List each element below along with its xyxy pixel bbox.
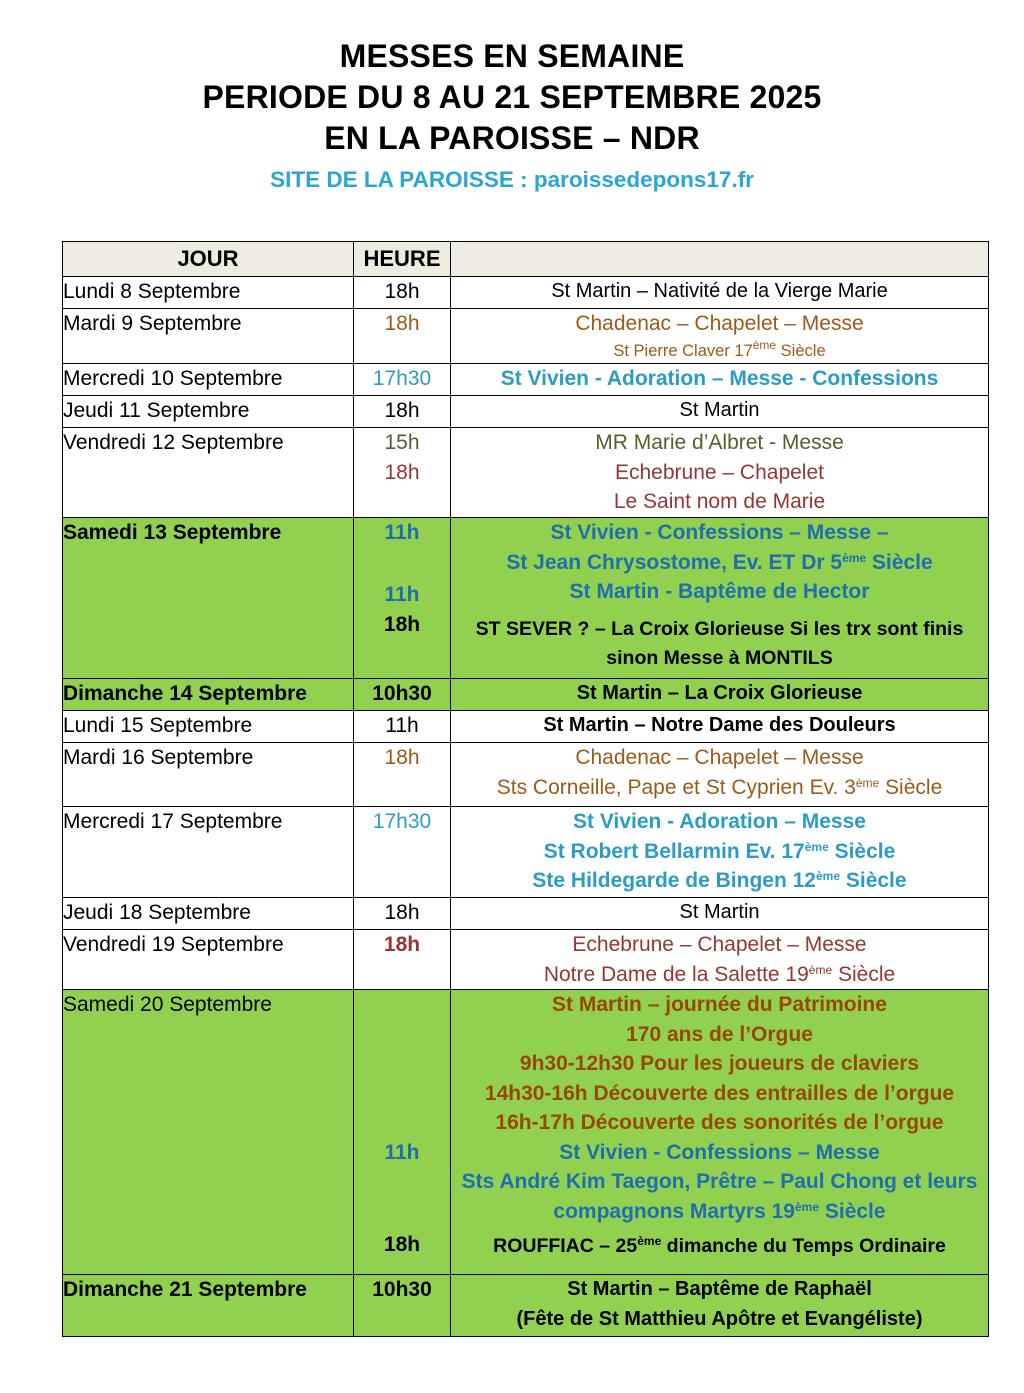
desc-line: compagnons Martyrs 19ème Siècle bbox=[553, 1199, 886, 1223]
desc-line: ROUFFIAC – 25ème dimanche du Temps Ordinaire bbox=[493, 1234, 946, 1257]
row-day: Jeudi 18 Septembre bbox=[63, 898, 354, 930]
col-header-time: HEURE bbox=[354, 242, 451, 277]
desc-line: 9h30-12h30 Pour les joueurs de claviers bbox=[519, 1052, 920, 1075]
col-header-desc bbox=[451, 242, 989, 277]
row-day: Mercredi 10 Septembre bbox=[63, 364, 354, 396]
row-desc bbox=[451, 428, 989, 518]
desc-line: 14h30-16h Découverte des entrailles de l’orgue bbox=[484, 1081, 955, 1105]
table-row bbox=[63, 711, 989, 743]
site-label: SITE DE LA PAROISSE : bbox=[270, 167, 534, 192]
desc-line: St Vivien - Adoration – Messe bbox=[573, 810, 866, 833]
row-time: 18h bbox=[354, 930, 451, 990]
row-desc: St Martin bbox=[451, 396, 989, 428]
desc-line: 16h-17h Découverte des sonorités de l’orgue bbox=[495, 1111, 944, 1134]
row-day: Vendredi 19 Septembre bbox=[63, 930, 354, 990]
desc-line: St Jean Chrysostome, Ev. ET Dr 5ème Siècle bbox=[506, 550, 933, 574]
row-day: Lundi 8 Septembre bbox=[63, 277, 354, 309]
site-link[interactable]: paroissedepons17.fr bbox=[533, 167, 754, 192]
row-time: 11h 11h 18h bbox=[354, 518, 451, 679]
row-time: 11h bbox=[354, 711, 451, 743]
row-time: 18h bbox=[354, 396, 451, 428]
desc-line: St Vivien - Confessions – Messe – bbox=[550, 521, 889, 544]
row-time: 10h30 bbox=[354, 1275, 451, 1337]
row-desc bbox=[451, 309, 989, 364]
desc-line: St Pierre Claver 17ème Siècle bbox=[613, 337, 826, 360]
row-day: Vendredi 12 Septembre bbox=[63, 428, 354, 518]
row-desc bbox=[451, 518, 989, 679]
row-day: Dimanche 21 Septembre bbox=[63, 1275, 354, 1337]
row-day: Lundi 15 Septembre bbox=[63, 711, 354, 743]
col-header-day: JOUR bbox=[63, 242, 354, 277]
desc-line: (Fête de St Matthieu Apôtre et Evangéliste) bbox=[516, 1307, 923, 1330]
row-time: 10h30 bbox=[354, 679, 451, 711]
table-row bbox=[63, 743, 989, 807]
schedule-table bbox=[62, 241, 989, 1337]
row-day: Mardi 16 Septembre bbox=[63, 743, 354, 807]
table-row bbox=[63, 930, 989, 990]
desc-line: St Martin – journée du Patrimoine bbox=[552, 993, 887, 1016]
row-desc: St Martin – La Croix Glorieuse bbox=[451, 679, 989, 711]
title-line-2: PERIODE DU 8 AU 21 SEPTEMBRE 2025 bbox=[202, 79, 822, 115]
desc-line: Ste Hildegarde de Bingen 12ème Siècle bbox=[532, 869, 907, 892]
row-day: Dimanche 14 Septembre bbox=[63, 679, 354, 711]
desc-line: Sts André Kim Taegon, Prêtre – Paul Chong et leurs bbox=[461, 1170, 978, 1193]
title-line-3: EN LA PAROISSE – NDR bbox=[324, 120, 700, 156]
desc-line: Chadenac – Chapelet – Messe bbox=[575, 746, 864, 769]
table-header-row bbox=[63, 242, 989, 277]
desc-line: sinon Messe à MONTILS bbox=[606, 647, 833, 669]
row-desc bbox=[451, 990, 989, 1275]
row-time: 17h30 bbox=[354, 364, 451, 396]
desc-line: St Robert Bellarmin Ev. 17ème Siècle bbox=[543, 839, 896, 863]
title-line-1: MESSES EN SEMAINE bbox=[339, 38, 685, 74]
table-row bbox=[63, 807, 989, 898]
row-desc bbox=[451, 807, 989, 898]
table-row bbox=[63, 364, 989, 396]
row-time: 17h30 bbox=[354, 807, 451, 898]
desc-line: Le Saint nom de Marie bbox=[613, 490, 826, 513]
desc-line: St Martin – Baptême de Raphaël bbox=[567, 1278, 872, 1300]
row-time: 18h bbox=[354, 898, 451, 930]
desc-line: MR Marie d’Albret - Messe bbox=[595, 431, 844, 454]
row-desc bbox=[451, 1275, 989, 1337]
desc-line: Echebrune – Chapelet – Messe bbox=[572, 933, 867, 956]
desc-line: St Vivien - Confessions – Messe bbox=[559, 1140, 880, 1164]
row-day: Jeudi 11 Septembre bbox=[63, 396, 354, 428]
row-day: Mardi 9 Septembre bbox=[63, 309, 354, 364]
table-row bbox=[63, 518, 989, 679]
row-time: 18h bbox=[354, 309, 451, 364]
row-desc: St Martin bbox=[451, 898, 989, 930]
row-day: Samedi 13 Septembre bbox=[63, 518, 354, 679]
page-header bbox=[0, 36, 1024, 195]
row-time: 18h bbox=[354, 743, 451, 807]
row-desc bbox=[451, 930, 989, 990]
row-time: 11h 18h bbox=[354, 990, 451, 1275]
desc-line: Echebrune – Chapelet bbox=[615, 460, 824, 484]
desc-line: Notre Dame de la Salette 19ème Siècle bbox=[543, 962, 896, 986]
row-time: 15h 18h bbox=[354, 428, 451, 518]
desc-line: St Martin - Baptême de Hector bbox=[569, 580, 870, 603]
desc-line: Chadenac – Chapelet – Messe bbox=[575, 312, 864, 335]
table-row bbox=[63, 428, 989, 518]
row-day: Mercredi 17 Septembre bbox=[63, 807, 354, 898]
table-row bbox=[63, 990, 989, 1275]
row-time: 18h bbox=[354, 277, 451, 309]
desc-line: 170 ans de l’Orgue bbox=[626, 1022, 813, 1046]
desc-line: Sts Corneille, Pape et St Cyprien Ev. 3ème Siècle bbox=[496, 775, 943, 799]
table-row bbox=[63, 1275, 989, 1337]
table-row bbox=[63, 277, 989, 309]
row-desc: St Martin – Nativité de la Vierge Marie bbox=[451, 277, 989, 309]
table-row bbox=[63, 309, 989, 364]
site-line bbox=[0, 165, 1024, 195]
table-row bbox=[63, 396, 989, 428]
row-desc: St Martin – Notre Dame des Douleurs bbox=[451, 711, 989, 743]
row-day: Samedi 20 Septembre bbox=[63, 990, 354, 1275]
row-desc bbox=[451, 743, 989, 807]
table-row bbox=[63, 679, 989, 711]
desc-line: ST SEVER ? – La Croix Glorieuse Si les trx sont finis bbox=[475, 617, 964, 640]
row-desc: St Vivien - Adoration – Messe - Confessions bbox=[451, 364, 989, 396]
table-row bbox=[63, 898, 989, 930]
